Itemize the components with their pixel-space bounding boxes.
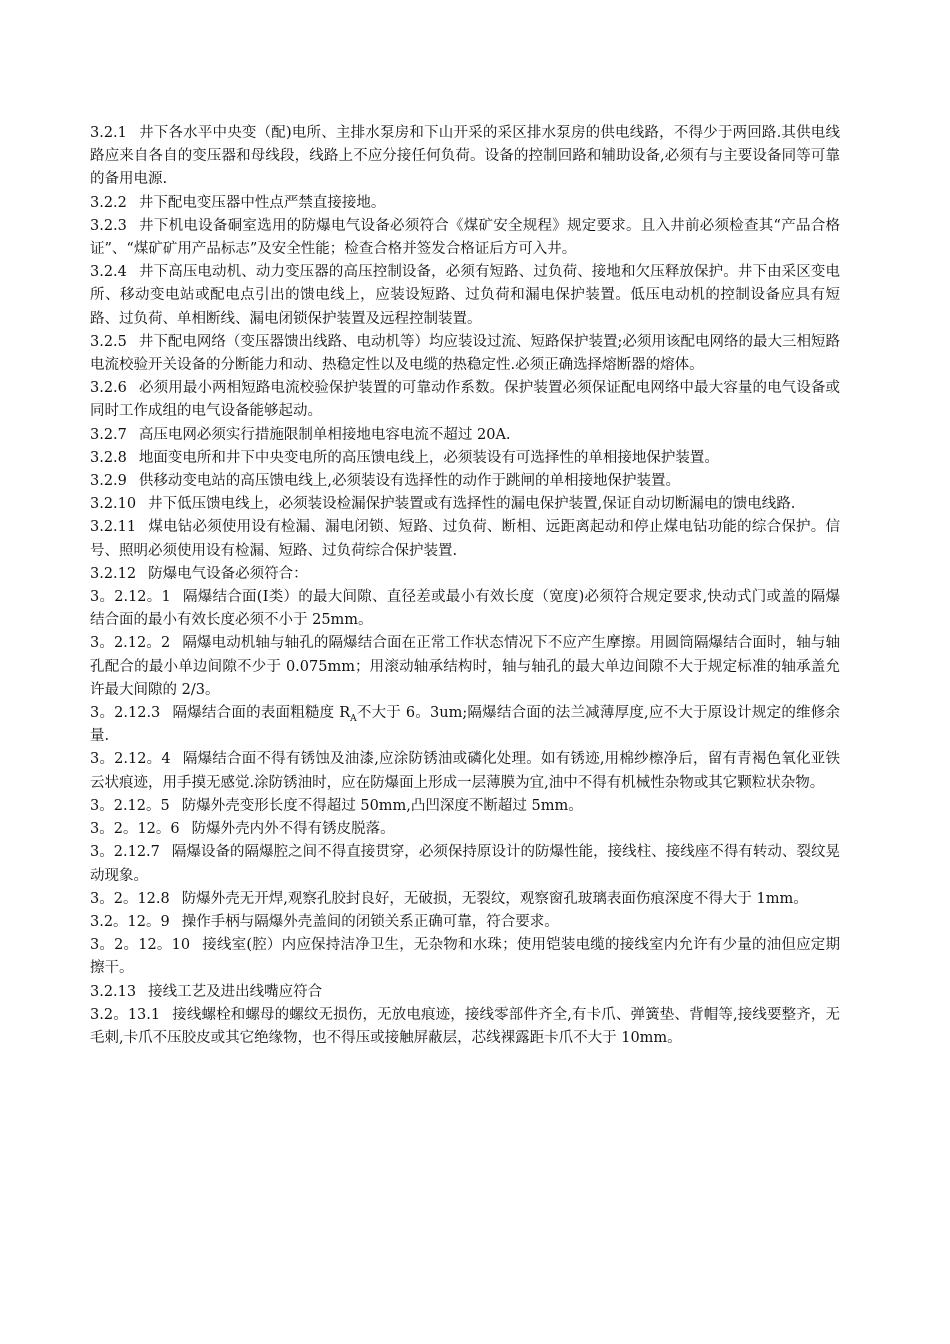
clause-paragraph <box>90 632 840 702</box>
clause-text: 防爆外壳变形长度不得超过 50mm,凸凹深度不断超过 5mm。 <box>181 797 583 814</box>
clause-text: 井下高压电动机、动力变压器的高压控制设备，必须有短路、过负荷、接地和欠压释放保护。井下由采区变电所、移动变电站或配电点引出的馈电线上，应装设短路、过负荷和漏电保护装置。低压电动机的控制设备应具有短路、过负荷、单相断线、漏电闭锁保护装置及远程控制装置。 <box>90 264 840 327</box>
clause-text: 隔爆结合面不得有锈蚀及油漆,应涂防锈油或磷化处理。如有锈迹,用棉纱檫净后，留有青褐色氧化亚铁云状痕迹，用手摸无感觉.涂防锈油时，应在防爆面上形成一层薄膜为宜,油中不得有机械性杂物或其它颗粒状杂物。 <box>90 751 840 791</box>
clause-number: 3。2.12。4 <box>90 751 171 768</box>
clause-text: 接线工艺及进出线嘴应符合 <box>148 983 323 1000</box>
clause-paragraph <box>90 470 840 493</box>
clause-number: 3。2。12。10 <box>90 937 191 954</box>
clause-paragraph <box>90 516 840 562</box>
clause-text: 井下低压馈电线上，必须装设检漏保护装置或有选择性的漏电保护装置,保证自动切断漏电的馈电线路. <box>148 496 796 513</box>
clause-number: 3。2.12。5 <box>90 797 170 814</box>
clause-number: 3。2.12。1 <box>90 589 171 606</box>
clause-number: 3.2.11 <box>90 519 137 536</box>
clause-paragraph <box>90 424 840 447</box>
clause-text: 防爆外壳无开焊,观察孔胶封良好，无破损，无裂纹，观察窗孔玻璃表面伤痕深度不得大于 1mm。 <box>181 890 808 907</box>
clause-paragraph <box>90 215 840 261</box>
clause-number: 3.2.10 <box>90 496 137 513</box>
clause-paragraph <box>90 493 840 516</box>
document-body <box>90 122 840 1050</box>
clause-text-continued: 不大于 6。3um;隔爆结合面的法兰减薄厚度,应不大于原设计规定的维修余量. <box>90 705 840 745</box>
clause-text: 接线室(腔）内应保持洁净卫生，无杂物和水珠；使用铠装电缆的接线室内允许有少量的油但应定期擦干。 <box>90 937 841 977</box>
clause-paragraph <box>90 888 840 911</box>
clause-text: 隔爆电动机轴与轴孔的隔爆结合面在正常工作状态情况下不应产生摩擦。用圆筒隔爆结合面时，轴与轴孔配合的最小单边间隙不少于 0.075mm；用滚动轴承结构时，轴与轴孔的最大单边间隙不大于规定标准的轴承盖允许最大间隙的 2/3。 <box>90 635 840 698</box>
clause-paragraph <box>90 981 840 1004</box>
clause-paragraph <box>90 331 840 377</box>
clause-number: 3。2.12。2 <box>90 635 171 652</box>
clause-paragraph <box>90 702 840 748</box>
subscript-text: A <box>350 713 357 724</box>
clause-number: 3.2。13.1 <box>90 1006 161 1023</box>
clause-paragraph <box>90 447 840 470</box>
clause-paragraph <box>90 377 840 423</box>
clause-paragraph <box>90 563 840 586</box>
clause-number: 3.2.7 <box>90 426 127 443</box>
clause-paragraph <box>90 934 840 980</box>
clause-number: 3.2.6 <box>90 380 127 397</box>
clause-text: 隔爆结合面(Ⅰ类）的最大间隙、直径差或最小有效长度（宽度)必须符合规定要求,快动式门或盖的隔爆结合面的最小有效长度必须不小于 25mm。 <box>90 589 840 629</box>
clause-number: 3.2.1 <box>90 125 127 141</box>
clause-text: 防爆外壳内外不得有锈皮脱落。 <box>191 821 395 838</box>
clause-text: 井下配电网络（变压器馈出线路、电动机等）均应装设过流、短路保护装置;必须用该配电网络的最大三相短路电流校验开关设备的分断能力和动、热稳定性以及电缆的热稳定性.必须正确选择熔断器的熔体。 <box>90 333 840 374</box>
clause-number: 3.2。12。9 <box>90 913 170 930</box>
clause-number: 3.2.8 <box>90 449 127 466</box>
clause-number: 3。2。12。6 <box>90 821 180 838</box>
clause-text: 煤电钻必须使用设有检漏、漏电闭锁、短路、过负荷、断相、远距离起动和停止煤电钻功能的综合保护。信号、照明必须使用设有检漏、短路、过负荷综合保护装置. <box>90 519 840 559</box>
clause-text: 防爆电气设备必须符合： <box>148 565 308 582</box>
clause-text: 隔爆结合面的表面粗糙度 R <box>172 705 351 722</box>
clause-paragraph <box>90 748 840 794</box>
clause-text: 接线螺栓和螺母的螺纹无损伤，无放电痕迹，接线零部件齐全,有卡爪、弹簧垫、背帽等,接线要整齐，无毛刺,卡爪不压胶皮或其它绝缘物，也不得压或接触屏蔽层，芯线裸露距卡爪不大于 10mm。 <box>90 1006 840 1046</box>
clause-paragraph <box>90 818 840 841</box>
clause-number: 3。2.12.7 <box>90 844 160 861</box>
clause-paragraph <box>90 1004 840 1050</box>
clause-number: 3.2.13 <box>90 983 137 1000</box>
clause-number: 3.2.2 <box>90 194 127 211</box>
clause-text: 供移动变电站的高压馈电线上,必须装设有选择性的动作于跳闸的单相接地保护装置。 <box>138 473 681 490</box>
clause-text: 操作手柄与隔爆外壳盖间的闭锁关系正确可靠，符合要求。 <box>181 913 559 930</box>
clause-number: 3。2.12.3 <box>90 705 161 722</box>
clause-number: 3.2.9 <box>90 473 127 490</box>
clause-text: 井下各水平中央变（配)电所、主排水泵房和下山开采的采区排水泵房的供电线路，不得少于两回路.其供电线路应来自各自的变压器和母线段，线路上不应分接任何负荷。设备的控制回路和辅助设备,必须有与主要设备同等可靠的备用电源. <box>90 125 840 188</box>
clause-number: 3。2。12.8 <box>90 890 170 907</box>
clause-number: 3.2.3 <box>90 217 127 234</box>
clause-text: 地面变电所和井下中央变电所的高压馈电线上，必须装设有可选择性的单相接地保护装置。 <box>138 449 719 466</box>
clause-number: 3.2.5 <box>90 333 127 350</box>
clause-paragraph <box>90 841 840 887</box>
clause-text: 井下机电设备硐室选用的防爆电气设备必须符合《煤矿安全规程》规定要求。且入井前必须检查其“产品合格证”、“煤矿矿用产品标志”及安全性能；检查合格并签发合格证后方可入井。 <box>90 217 840 258</box>
clause-paragraph <box>90 795 840 818</box>
clause-number: 3.2.12 <box>90 565 137 582</box>
clause-text: 必须用最小两相短路电流校验保护装置的可靠动作系数。保护装置必须保证配电网络中最大容量的电气设备或同时工作成组的电气设备能够起动。 <box>90 380 840 420</box>
clause-paragraph <box>90 192 840 215</box>
clause-paragraph <box>90 586 840 632</box>
clause-text: 高压电网必须实行措施限制单相接地电容电流不超过 20A. <box>138 426 511 443</box>
clause-text: 隔爆设备的隔爆腔之间不得直接贯穿，必须保持原设计的防爆性能，接线柱、接线座不得有转动、裂纹晃动现象。 <box>90 844 840 884</box>
clause-paragraph <box>90 122 840 192</box>
clause-paragraph <box>90 261 840 331</box>
clause-text: 井下配电变压器中性点严禁直接接地。 <box>138 194 386 211</box>
clause-number: 3.2.4 <box>90 264 127 281</box>
clause-paragraph <box>90 911 840 934</box>
